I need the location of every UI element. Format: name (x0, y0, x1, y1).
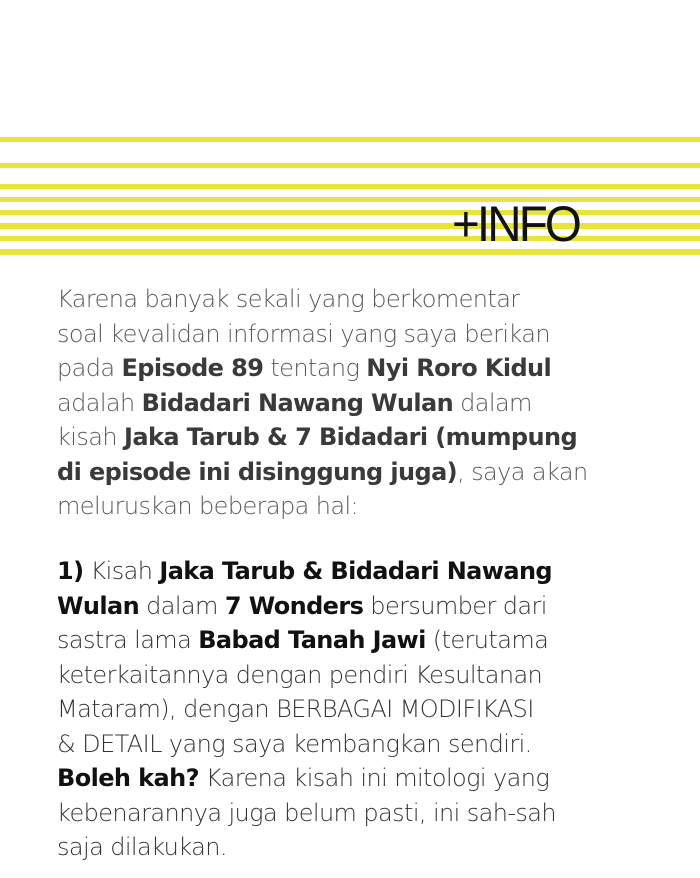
text-line (57, 420, 697, 455)
text: sastra lama (57, 626, 199, 654)
text: adalah (57, 388, 142, 417)
text-line (57, 623, 697, 658)
text: bersumber dari (363, 591, 547, 620)
text: Kisah (83, 557, 160, 585)
bold-text: Bidadari Nawang Wulan (141, 388, 454, 417)
bold-text: Boleh kah? (57, 764, 199, 792)
text-line (57, 282, 697, 317)
text: , saya akan (457, 457, 588, 486)
text: soal kevalidan informasi yang saya berikan (57, 319, 551, 348)
text-line (57, 386, 697, 421)
text-line (57, 455, 697, 490)
bold-text: Jaka Tarub & Bidadari Nawang (159, 557, 553, 585)
text: (terutama (425, 626, 549, 654)
stripe (0, 137, 700, 142)
text: pada (57, 354, 122, 382)
text-line (57, 692, 697, 727)
bold-text: Jaka Tarub & 7 Bidadari (mumpung (124, 423, 578, 451)
text-line (57, 761, 697, 796)
intro-paragraph (57, 282, 697, 524)
text-line (57, 589, 697, 624)
bold-text: Babad Tanah Jawi (198, 626, 426, 654)
text: saja dilakukan. (57, 833, 227, 861)
text: dalam (453, 388, 532, 417)
stripe (0, 223, 700, 229)
bold-text: Nyi Roro Kidul (366, 354, 552, 382)
text: kisah (57, 423, 125, 451)
text: meluruskan beberapa hal: (57, 492, 359, 520)
stripe (0, 197, 700, 202)
stripe (0, 236, 700, 241)
stripe (0, 249, 700, 255)
text-line (57, 351, 697, 386)
text: Karena kisah ini mitologi yang (198, 764, 550, 792)
section-title: +INFO (452, 196, 579, 252)
text-line (57, 489, 697, 524)
text-line (57, 554, 697, 589)
text-line (57, 727, 697, 762)
text-line (57, 796, 697, 831)
text: & DETAIL yang saya kembangkan sendiri. (57, 729, 532, 758)
bold-text: 7 Wonders (224, 591, 364, 620)
text-line (57, 830, 697, 865)
text-line (57, 658, 697, 693)
point-1-paragraph (57, 554, 697, 865)
text: tentang (263, 354, 367, 382)
text-line (57, 317, 697, 352)
text: Karena banyak sekali yang berkomentar (57, 285, 520, 313)
stripe (0, 210, 700, 215)
stripe (0, 184, 700, 189)
text: kebenarannya juga belum pasti, ini sah-sah (57, 798, 557, 827)
bold-text: di episode ini disinggung juga) (57, 457, 458, 486)
text: keterkaitannya dengan pendiri Kesultanan (57, 660, 543, 689)
stripe (0, 163, 700, 168)
text: dalam (139, 591, 225, 620)
text: Mataram), dengan BERBAGAI MODIFIKASI (57, 695, 534, 723)
bold-text: Wulan (57, 591, 140, 620)
bold-text: 1) (57, 557, 84, 585)
bold-text: Episode 89 (121, 354, 264, 382)
